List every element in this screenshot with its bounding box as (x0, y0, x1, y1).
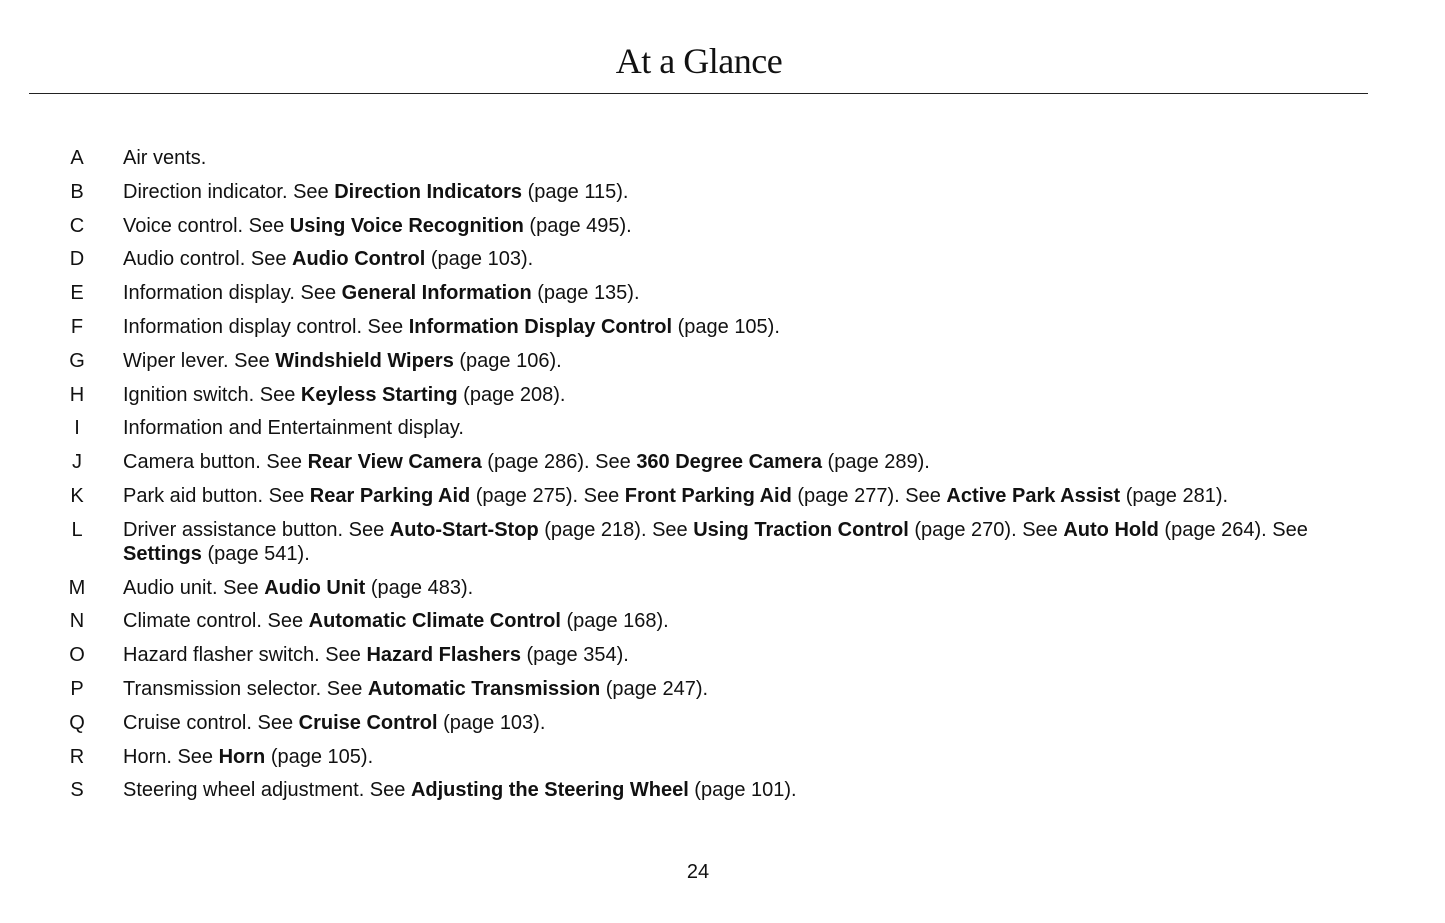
cross-reference-link[interactable]: Adjusting the Steering Wheel (410, 779, 689, 802)
description-text: Horn. See (123, 745, 219, 768)
legend-letter: G (69, 349, 85, 372)
legend-letter: J (72, 451, 82, 474)
legend-description (123, 181, 628, 203)
legend-item (0, 576, 1445, 600)
description-text: (page 264). See (1158, 518, 1308, 541)
legend-description (123, 519, 1308, 565)
legend-item (0, 677, 1445, 701)
legend-description (123, 746, 373, 768)
legend-letter: P (70, 677, 84, 700)
description-text: (page 103). (437, 711, 546, 734)
description-text: Information and Entertainment display. (123, 417, 464, 440)
legend-letter: D (69, 248, 85, 271)
cross-reference-link[interactable]: General Information (341, 282, 532, 305)
legend-letter: Q (69, 711, 85, 734)
description-text: (page 277). See (791, 484, 947, 507)
legend-description (123, 248, 533, 270)
legend-list (0, 146, 1445, 812)
legend-description (123, 779, 797, 801)
description-text: Hazard flasher switch. See (123, 644, 367, 667)
cross-reference-link[interactable]: Audio Control (292, 248, 426, 271)
legend-letter: C (69, 214, 85, 237)
description-text: (page 247). (600, 677, 709, 700)
legend-item (0, 484, 1445, 508)
description-text: (page 135). (531, 282, 640, 305)
description-text: (page 495). (523, 214, 632, 237)
description-text: (page 168). (560, 610, 669, 633)
legend-item (0, 711, 1445, 735)
legend-description (123, 712, 545, 734)
page-title: At a Glance (615, 41, 783, 81)
description-text: Camera button. See (123, 451, 308, 474)
cross-reference-link[interactable]: 360 Degree Camera (636, 451, 822, 474)
cross-reference-link[interactable]: Using Traction Control (693, 518, 909, 541)
description-text: Transmission selector. See (123, 677, 368, 700)
cross-reference-link[interactable]: Cruise Control (298, 711, 438, 734)
legend-description (123, 282, 640, 304)
description-text: Driver assistance button. See (123, 518, 390, 541)
description-text: Direction indicator. See (123, 180, 335, 203)
legend-description (123, 417, 464, 439)
description-text: Ignition switch. See (123, 383, 301, 406)
description-text: (page 208). (457, 383, 566, 406)
legend-item (0, 247, 1445, 271)
description-text: (page 286). See (481, 451, 637, 474)
description-text: (page 541). (201, 542, 310, 565)
description-text: Steering wheel adjustment. See (123, 779, 411, 802)
description-text: (page 106). (453, 349, 562, 372)
legend-item (0, 146, 1445, 170)
legend-letter: B (70, 180, 84, 203)
legend-item (0, 315, 1445, 339)
description-text: (page 105). (672, 315, 780, 338)
cross-reference-link[interactable]: Hazard Flashers (366, 644, 521, 667)
cross-reference-link[interactable]: Keyless Starting (300, 383, 458, 406)
legend-description (123, 384, 565, 406)
legend-item (0, 518, 1445, 566)
cross-reference-link[interactable]: Automatic Climate Control (308, 610, 561, 633)
description-text: Audio unit. See (123, 576, 265, 599)
legend-letter: O (69, 644, 85, 667)
description-text: Climate control. See (123, 610, 309, 633)
cross-reference-link[interactable]: Rear Parking Aid (309, 484, 471, 507)
legend-letter: I (74, 417, 80, 440)
description-text: (page 115). (522, 180, 629, 203)
legend-description (123, 678, 708, 700)
legend-letter: M (68, 576, 86, 599)
legend-item (0, 643, 1445, 667)
legend-letter: F (70, 315, 84, 338)
description-text: (page 218). See (538, 518, 694, 541)
legend-letter: R (69, 745, 85, 768)
description-text: (page 103). (425, 248, 534, 271)
legend-letter: E (70, 282, 84, 305)
legend-letter: H (69, 383, 85, 406)
legend-description (123, 610, 669, 632)
description-text: (page 483). (365, 576, 474, 599)
legend-item (0, 383, 1445, 407)
cross-reference-link[interactable]: Information Display Control (408, 315, 673, 338)
description-text: (page 275). See (470, 484, 625, 507)
legend-letter: A (70, 147, 84, 169)
legend-description (123, 644, 629, 666)
legend-item (0, 349, 1445, 373)
legend-description (123, 215, 632, 237)
legend-item (0, 745, 1445, 769)
description-text: Information display. See (123, 282, 342, 305)
legend-letter: L (71, 518, 83, 541)
cross-reference-link[interactable]: Automatic Transmission (367, 677, 601, 700)
legend-letter: S (70, 779, 84, 802)
description-text: Air vents. (123, 147, 207, 169)
legend-item (0, 609, 1445, 633)
description-text: (page 101). (688, 779, 797, 802)
description-text: (page 270). See (908, 518, 1064, 541)
legend-item (0, 214, 1445, 238)
legend-description (123, 577, 473, 599)
legend-item (0, 778, 1445, 802)
cross-reference-link[interactable]: Rear View Camera (307, 451, 482, 474)
legend-letter: N (69, 610, 85, 633)
description-text: Information display control. See (123, 315, 409, 338)
description-text: (page 281). (1120, 484, 1229, 507)
legend-description (123, 485, 1228, 507)
description-text: (page 289). (822, 451, 930, 474)
description-text: Voice control. See (123, 214, 290, 237)
description-text: Wiper lever. See (123, 349, 276, 372)
legend-description (123, 451, 930, 473)
legend-item (0, 281, 1445, 305)
description-text: (page 354). (520, 644, 629, 667)
description-text: Audio control. See (123, 248, 292, 271)
cross-reference-link[interactable]: Windshield Wipers (275, 349, 454, 372)
cross-reference-link[interactable]: Settings (123, 542, 202, 565)
cross-reference-link[interactable]: Using Voice Recognition (289, 214, 524, 237)
cross-reference-link[interactable]: Direction Indicators (334, 180, 523, 203)
description-text: (page 105). (265, 745, 374, 768)
legend-description (123, 316, 780, 338)
page-number: 24 (686, 861, 710, 883)
cross-reference-link[interactable]: Auto-Start-Stop (389, 518, 539, 541)
title-divider (29, 93, 1368, 94)
cross-reference-link[interactable]: Auto Hold (1063, 518, 1159, 541)
cross-reference-link[interactable]: Horn (218, 745, 266, 768)
legend-item (0, 416, 1445, 440)
cross-reference-link[interactable]: Active Park Assist (946, 484, 1121, 507)
legend-letter: K (70, 484, 84, 507)
cross-reference-link[interactable]: Front Parking Aid (624, 484, 792, 507)
description-text: Park aid button. See (123, 484, 310, 507)
legend-item (0, 450, 1445, 474)
legend-item (0, 180, 1445, 204)
description-text: Cruise control. See (123, 711, 299, 734)
cross-reference-link[interactable]: Audio Unit (264, 576, 366, 599)
legend-description (123, 350, 562, 372)
